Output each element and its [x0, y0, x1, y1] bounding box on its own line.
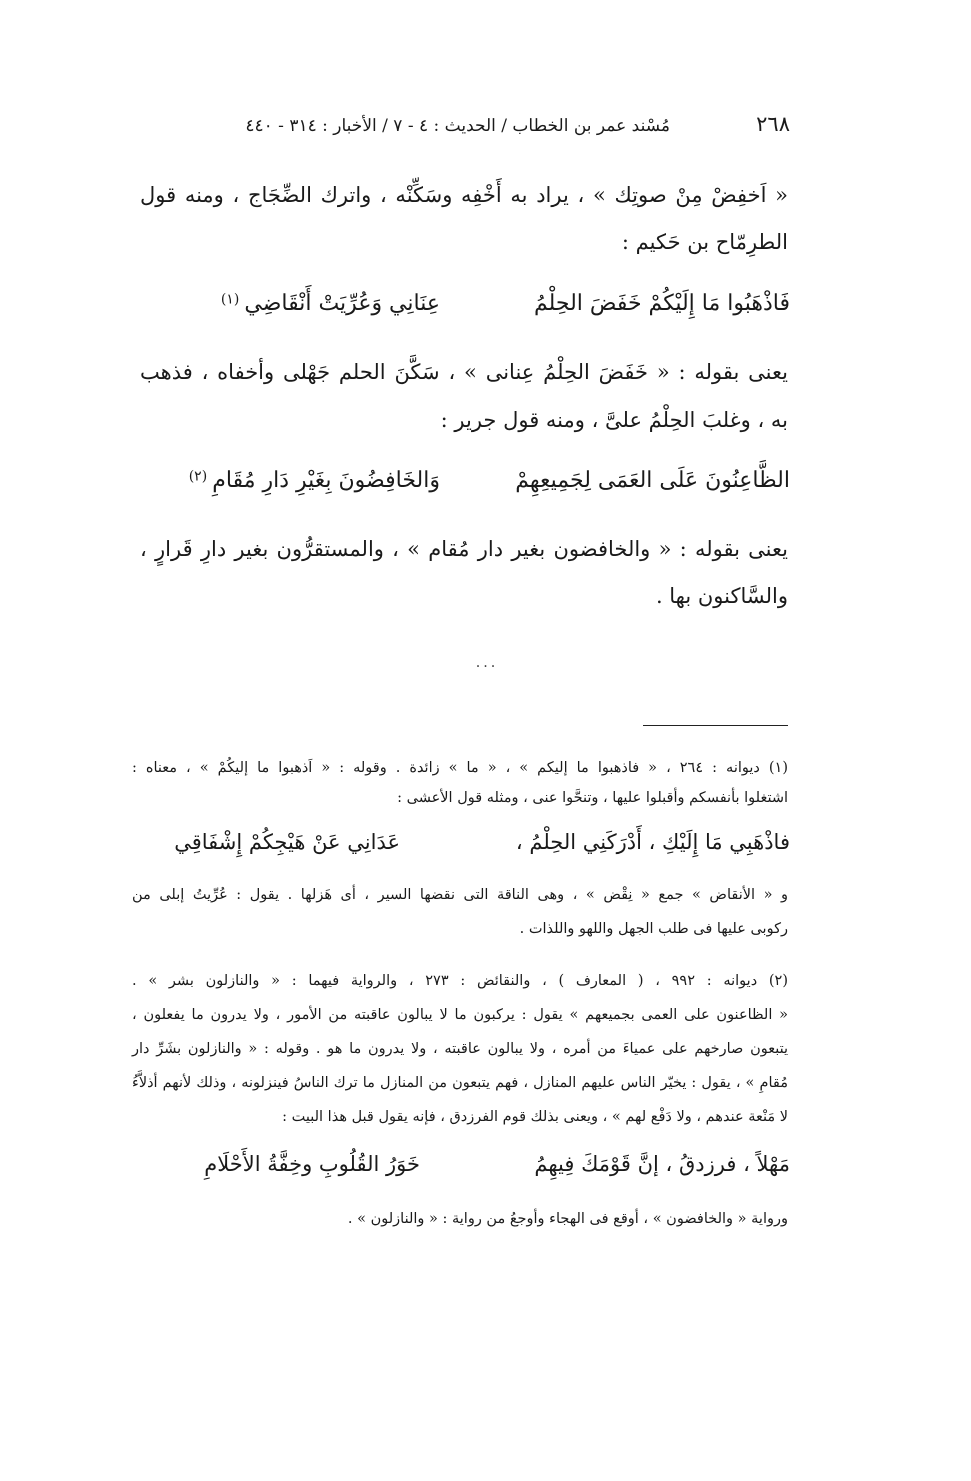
footnote-rule [643, 725, 788, 726]
para1-line1: « اَخفِضْ مِنْ صوتِك » ، يراد به أَخْفِه وسَكِّنْه ، واترك الضِّجَاج ، ومنه قول [140, 183, 788, 207]
page-number: ٢٦٨ [756, 112, 790, 136]
footnote1-line4: ركوبى عليها فى طلب الجهل واللهو واللذات . [519, 921, 788, 937]
verse2-hemistich2: وَالخَافِضُونَ بِغَيْرِ دَارِ مُقَامِ (٢) [188, 468, 440, 493]
footnote1-line1: (١) ديوانه : ٢٦٤ ، « فاذهبوا ما إليكم » ، « ما » زائدة . وقوله : « اَذهبوا ما إليكُمْ » ، معناه : [132, 760, 788, 776]
footnote2-verse-hemistich2: خَوَرُ القُلُوبِ وخِفَّةُ الأَحْلَامِ [204, 1152, 420, 1176]
footnote2-line1: (٢) ديوانه : ٩٩٢ ، ( المعارف ) ، والنقائض : ٢٧٣ ، والرواية فيهما : « والنازلون بشر » . [132, 973, 788, 989]
verse1-hemistich1: فَاذْهَبُوا مَا إِلَيْكُمْ خَفَضَ الحِلْمُ [533, 291, 790, 316]
footnote-ref-2: (٢) [188, 468, 208, 485]
footnote2-line6: ورواية « والخافضون » ، أوقع فى الهجاء وأوجعُ من رواية : « والنازلون » . [347, 1211, 788, 1227]
section-separator: ٠٠٠ [474, 658, 497, 674]
footnote2-line5: لا مَنْعة عندهم ، ولا دَفْع لهم » ، ويعنى بذلك قوم الفرزدق ، فإنه يقول قبل هذا البيت : [282, 1109, 788, 1125]
footnote-ref-1: (١) [220, 291, 240, 308]
running-title: مُسْند عمر بن الخطاب / الحديث : ٤ - ٧ / الأخبار : ٣١٤ - ٤٤٠ [245, 116, 670, 136]
footnote1-line3: و « الأنقاض » جمع « نِقْض » ، وهى الناقة التى نقضها السير ، أى هَزلها . يقول : عُرِّيتُ إبلى من [132, 887, 788, 903]
verse1-hemistich2: عِنَانِي وَعُرِّيَتْ أَنْقَاضِي (١) [220, 291, 440, 316]
para2-line1: يعنى بقوله : « خَفَضَ الحِلْمُ عِنانى » ، سَكَّنَ الحلم جَهْلى وأخفاه ، فذهب [140, 360, 788, 384]
para1-line2: الطرِمّاح بن حَكيم : [621, 230, 788, 254]
para3-line1: يعنى بقوله : « والخافضون بغير دار مُقام » ، والمستقرُّون بغير دارِ قَرارٍ ، [140, 537, 788, 561]
para2-line2: به ، وغلبَ الحِلْمُ علىَّ ، ومنه قول جرير : [440, 408, 788, 432]
footnote2-line4: مُقامِ » ، يقول : يخيّر الناس عليهم المنازل ، فهم يتبعون من المنازل ما ترك الناسُ فينزلونه ، وذلك لأنهم أذلاَّءُ [132, 1075, 788, 1091]
footnote2-line3: يتبعون صارخهم على عمياءَ من أمره ، ولا يبالون عاقبته ، ولا يدرون ما هو . وقوله : « والنازلون بشَرِّ دار [132, 1041, 788, 1057]
para3-line2: والسَّاكنون بها . [655, 584, 788, 608]
footnote1-verse-hemistich2: عَدَانِي عَنْ هَيْجِكُمْ إِشْفَاقِي [174, 830, 400, 854]
footnote2-line2: « الظاعنون على العمى بجميعهم » يقول : يركبون ما لا يبالون عاقبته من الأمور ، ولا يدرون ما يفعلون ، [132, 1007, 788, 1023]
footnote1-verse-hemistich1: فاذْهَبِي مَا إِلَيْكِ ، أَدْرَكَنِي الحِلْمُ ، [515, 830, 790, 854]
verse2-hemistich1: الظَّاعِنُونَ عَلَى العَمَى لِجَمِيعِهِمْ [515, 468, 790, 493]
footnote2-verse-hemistich1: مَهْلاً ، فرزدقُ ، إنَّ قَوْمَكَ فِيهِمُ [534, 1152, 790, 1176]
footnote1-line2: اشتغلوا بأنفسكم وأقبلوا عليها ، وتنحَّوا عنى ، ومثله قول الأعشى : [397, 790, 788, 806]
